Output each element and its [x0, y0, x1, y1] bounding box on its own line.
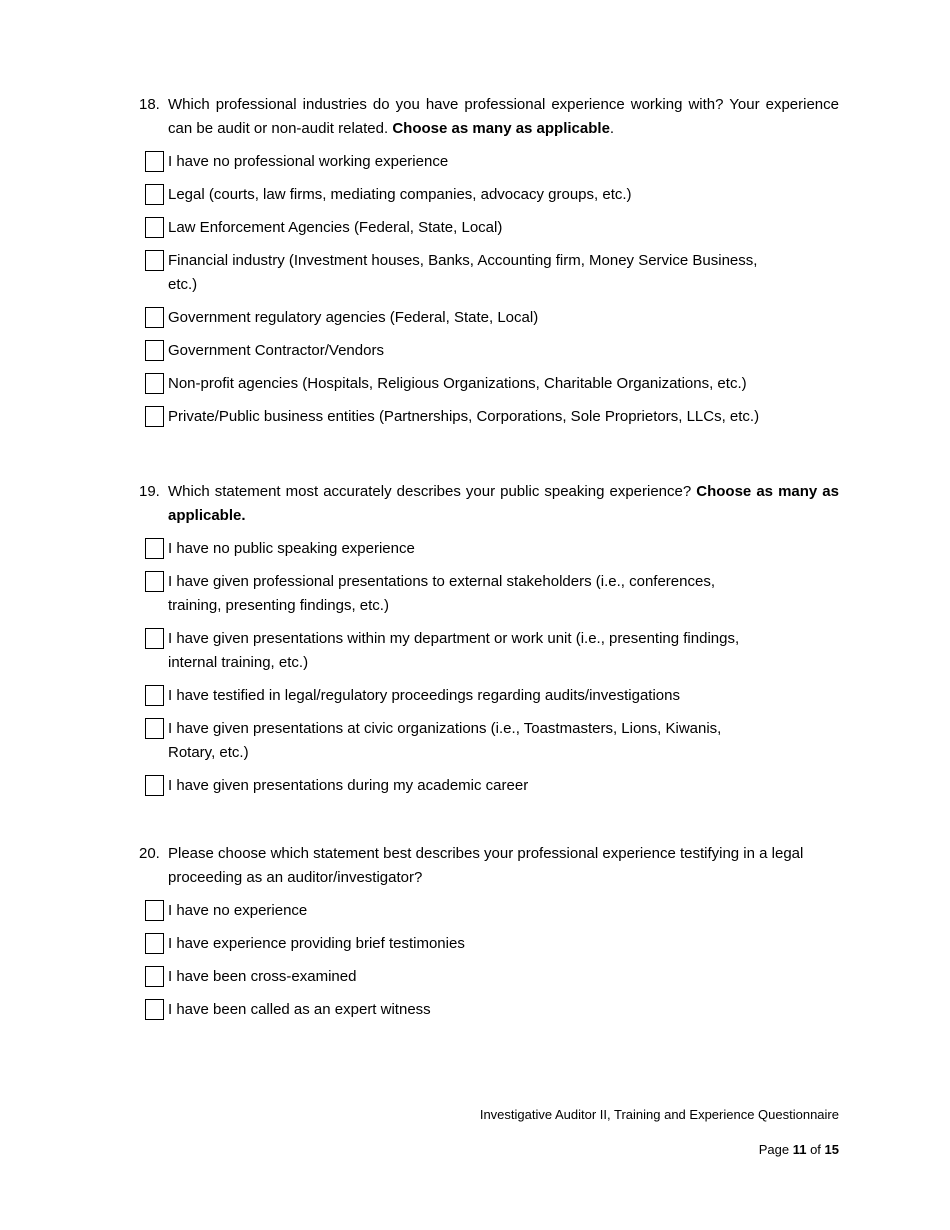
option-item: [139, 537, 839, 561]
option-item: [139, 899, 839, 923]
option-item: [139, 932, 839, 956]
checkbox[interactable]: [145, 933, 164, 954]
option-item: [139, 216, 839, 240]
checkbox[interactable]: [145, 900, 164, 921]
question-text: Please choose which statement best describes your professional experience testifying in a legal proceeding as an auditor/investigator?: [168, 845, 804, 886]
checkbox[interactable]: [145, 628, 164, 649]
option-label: I have given presentations at civic organizations (i.e., Toastmasters, Lions, Kiwanis, Rotary, etc.): [168, 720, 722, 761]
checkbox[interactable]: [145, 217, 164, 238]
checkbox[interactable]: [145, 775, 164, 796]
checkbox[interactable]: [145, 999, 164, 1020]
question-text-main: Which professional industries do you have professional experience working with? Your experience can be audit or non-audit related.: [168, 96, 839, 137]
checkbox[interactable]: [145, 184, 164, 205]
option-label: I have testified in legal/regulatory proceedings regarding audits/investigations: [168, 687, 680, 704]
option-label: I have experience providing brief testimonies: [168, 935, 465, 952]
checkbox[interactable]: [145, 307, 164, 328]
checkbox[interactable]: [145, 340, 164, 361]
question-19-header: [139, 480, 839, 528]
option-item: [139, 249, 839, 297]
question-20: [139, 842, 839, 1037]
checkbox[interactable]: [145, 373, 164, 394]
option-item: [139, 372, 839, 396]
question-text-main: Which statement most accurately describes your public speaking experience?: [168, 483, 697, 500]
option-label: I have been cross-examined: [168, 968, 357, 985]
option-label: I have no public speaking experience: [168, 540, 415, 557]
option-label: Legal (courts, law firms, mediating companies, advocacy groups, etc.): [168, 186, 632, 203]
option-item: [139, 627, 839, 675]
option-label: Government regulatory agencies (Federal, State, Local): [168, 309, 539, 326]
option-label: I have been called as an expert witness: [168, 1001, 431, 1018]
option-item: [139, 150, 839, 174]
option-label: Law Enforcement Agencies (Federal, State, Local): [168, 219, 503, 236]
question-20-header: [139, 842, 839, 890]
checkbox[interactable]: [145, 966, 164, 987]
question-instruction: Choose as many as applicable.: [168, 483, 839, 524]
checkbox[interactable]: [145, 538, 164, 559]
option-item: [139, 774, 839, 798]
option-item: [139, 405, 839, 429]
option-label: I have no experience: [168, 902, 308, 919]
options-list: [139, 537, 839, 798]
option-label: I have given professional presentations to external stakeholders (i.e., conferences, training, presenting findings, etc.): [168, 573, 715, 614]
question-instruction: Choose as many as applicable: [392, 120, 610, 137]
page-word: Page: [758, 1142, 790, 1157]
option-label: Non-profit agencies (Hospitals, Religious Organizations, Charitable Organizations, etc.): [168, 375, 747, 392]
page-total: 15: [824, 1142, 839, 1157]
question-18: [139, 93, 839, 444]
footer-doc-title: Investigative Auditor II, Training and Experience Questionnaire: [479, 1107, 839, 1122]
option-label: I have no professional working experience: [168, 153, 449, 170]
option-item: [139, 570, 839, 618]
option-label: Financial industry (Investment houses, Banks, Accounting firm, Money Service Business, etc.): [168, 252, 758, 293]
question-18-header: [139, 93, 839, 141]
checkbox[interactable]: [145, 151, 164, 172]
checkbox[interactable]: [145, 571, 164, 592]
option-item: [139, 684, 839, 708]
question-text: [168, 93, 839, 141]
option-item: [139, 339, 839, 363]
option-item: [139, 306, 839, 330]
option-item: [139, 717, 839, 765]
question-number: 20.: [139, 845, 160, 862]
option-item: [139, 183, 839, 207]
option-label: Government Contractor/Vendors: [168, 342, 384, 359]
option-label: Private/Public business entities (Partnerships, Corporations, Sole Proprietors, LLCs, etc.): [168, 408, 760, 425]
option-label: I have given presentations within my department or work unit (i.e., presenting findings, internal training, etc.): [168, 630, 740, 671]
question-19: [139, 480, 839, 813]
question-number: 18.: [139, 96, 160, 113]
options-list: [139, 150, 839, 429]
question-text: [168, 480, 839, 528]
page-of: of: [810, 1142, 821, 1157]
checkbox[interactable]: [145, 406, 164, 427]
option-label: I have given presentations during my academic career: [168, 777, 529, 794]
footer-page-number: [759, 1141, 839, 1159]
question-number: 19.: [139, 483, 160, 500]
options-list: [139, 899, 839, 1022]
option-item: [139, 998, 839, 1022]
checkbox[interactable]: [145, 685, 164, 706]
checkbox[interactable]: [145, 718, 164, 739]
page-current: 11: [792, 1142, 807, 1157]
option-item: [139, 965, 839, 989]
checkbox[interactable]: [145, 250, 164, 271]
question-text-end: .: [609, 120, 615, 137]
